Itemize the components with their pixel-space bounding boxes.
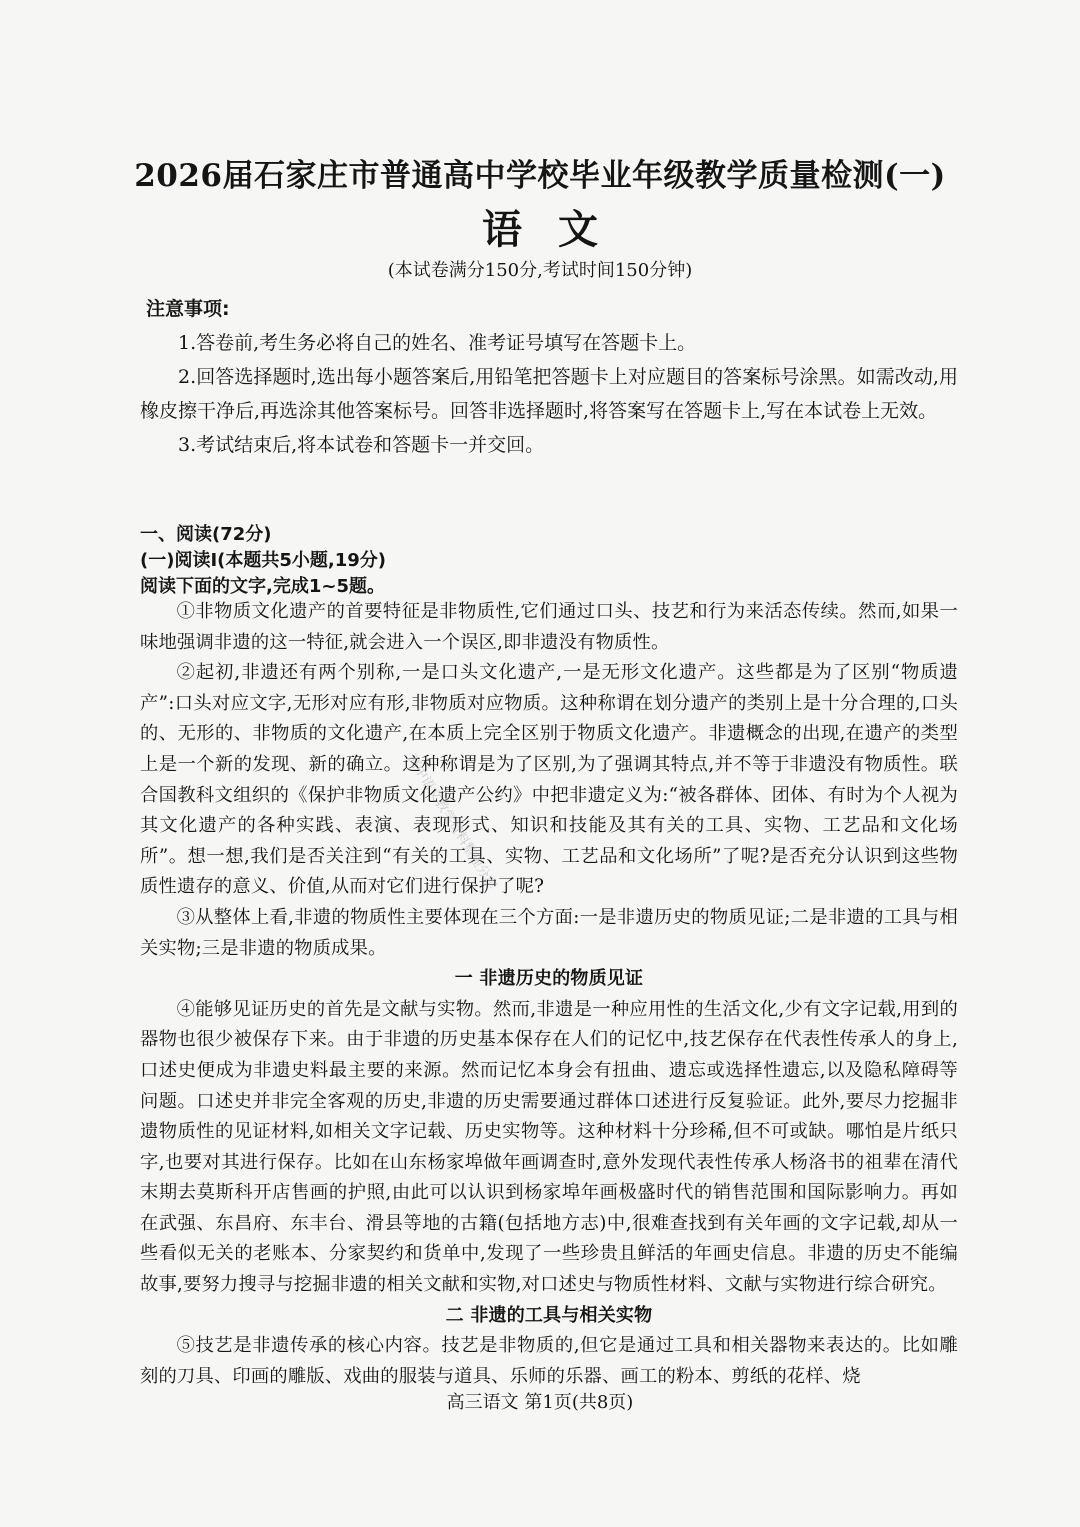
paragraph-4: ④能够见证历史的首先是文献与实物。然而,非遗是一种应用性的生活文化,少有文字记载,用到的器物也很少被保存下来。由于非遗的历史基本保存在人们的记忆中,技艺保存在代表性传承人的身上,口述史便成为非遗史料最主要的来源。然而记忆本身会有扭曲、遗忘或选择性遗忘,以及隐私障碍等问题。口述史并非完全客观的历史,非遗的历史需要通过群体口述进行反复验证。此外,要尽力挖掘非遗物质性的见证材料,如相关文字记载、历史实物等。这种材料十分珍稀,但不可或缺。哪怕是片纸只字,也要对其进行保存。比如在山东杨家埠做年画调查时,意外发现代表性传承人杨洛书的祖辈在清代末期去莫斯科开店售画的护照,由此可以认识到杨家埠年画极盛时代的销售范围和国际影响力。再如在武强、东昌府、东丰台、滑县等地的古籍(包括地方志)中,很难查找到有关年画的文字记载,却从一些看似无关的老账本、分家契约和货单中,发现了一些珍贵且鲜活的年画史信息。非遗的历史不能编故事,要努力搜寻与挖掘非遗的相关文献和实物,对口述史与物质性材料、文献与实物进行综合研究。 bbox=[140, 998, 958, 1296]
section-title: 一、阅读(72分) bbox=[140, 524, 272, 545]
paragraph-1: ①非物质文化遗产的首要特征是非物质性,它们通过口头、技艺和行为来活态传续。然而,如果一味地强调非遗的这一特征,就会进入一个误区,即非遗没有物质性。 bbox=[140, 601, 958, 653]
notice-item: 3.考试结束后,将本试卷和答题卡一并交回。 bbox=[178, 434, 545, 456]
reading-passage bbox=[140, 597, 958, 1392]
notice-item: 1.答卷前,考生务必将自己的姓名、准考证号填写在答题卡上。 bbox=[178, 332, 697, 354]
subheading-1: 一 非遗历史的物质见证 bbox=[454, 968, 644, 990]
section-instruction: 阅读下面的文字,完成1~5题。 bbox=[140, 576, 385, 597]
page-footer: 高三语文 第1页(共8页) bbox=[446, 1392, 634, 1413]
subject-title: 语文 bbox=[482, 206, 634, 253]
paragraph-5: ⑤技艺是非遗传承的核心内容。技艺是非物质的,但它是通过工具和相关器物来表达的。比如雕刻的刀具、印画的雕版、戏曲的服装与道具、乐师的乐器、画工的粉本、剪纸的花样、烧 bbox=[140, 1335, 958, 1387]
notice-item: 2.回答选择题时,选出每小题答案后,用铅笔把答题卡上对应题目的答案标号涂黑。如需改动,用橡皮擦干净后,再选涂其他答案标号。回答非选择题时,将答案写在答题卡上,写在本试卷上无效。 bbox=[140, 366, 958, 422]
subheading-2: 二 非遗的工具与相关实物 bbox=[445, 1304, 653, 1326]
notice-heading: 注意事项: bbox=[146, 298, 230, 320]
exam-title: 2026届石家庄市普通高中学校毕业年级教学质量检测(一) bbox=[134, 158, 946, 194]
notice-list bbox=[140, 326, 958, 462]
section-subtitle: (一)阅读Ⅰ(本题共5小题,19分) bbox=[140, 550, 387, 571]
paragraph-3: ③从整体上看,非遗的物质性主要体现在三个方面:一是非遗历史的物质见证;二是非遗的工具与相关实物;三是非遗的物质成果。 bbox=[140, 906, 958, 959]
watermark-stamp: 高中语文教学资料整理分享 bbox=[403, 752, 500, 893]
exam-info: (本试卷满分150分,考试时间150分钟) bbox=[387, 260, 693, 281]
paragraph-2: ②起初,非遗还有两个别称,一是口头文化遗产,一是无形文化遗产。这些都是为了区别“物质遗产”:口头对应文字,无形对应有形,非物质对应物质。这种称谓在划分遗产的类别上是十分合理的,口头的、无形的、非物质的文化遗产,在本质上完全区别于物质文化遗产。非遗概念的出现,在遗产的类型上是一个新的发现、新的确立。这种称谓是为了区别,为了强调其特点,并不等于非遗没有物质性。联合国教科文组织的《保护非物质文化遗产公约》中把非遗定义为:“被各群体、团体、有时为个人视为其文化遗产的各种实践、表演、表现形式、知识和技能及其有关的工具、实物、工艺品和文化场所”。想一想,我们是否关注到“有关的工具、实物、工艺品和文化场所”了呢?是否充分认识到这些物质性遗存的意义、价值,从而对它们进行保护了呢? bbox=[140, 662, 958, 898]
